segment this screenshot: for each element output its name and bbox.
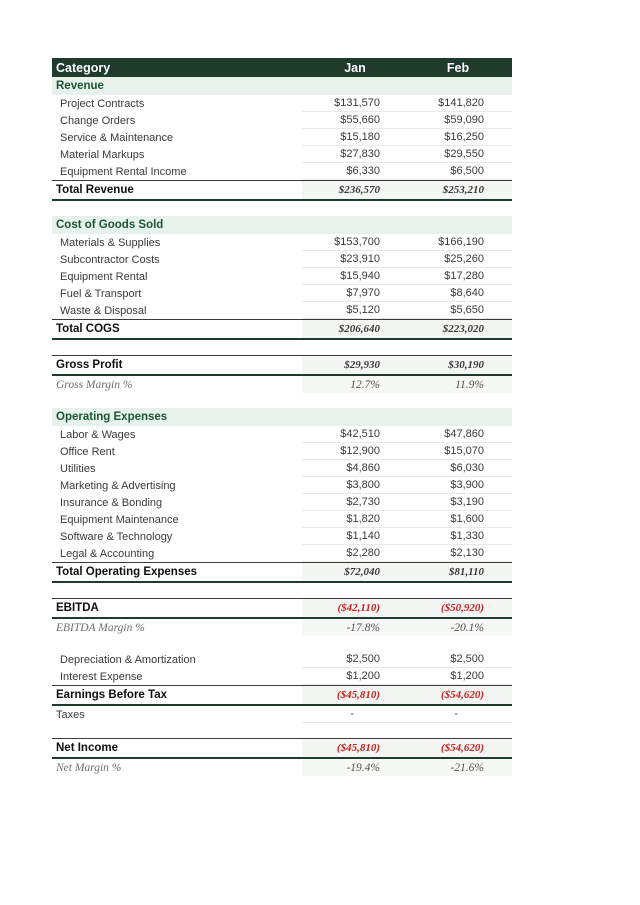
margin-row	[52, 619, 512, 636]
section-gap	[52, 723, 512, 738]
row-value-feb: $166,190	[384, 234, 512, 251]
row-value-jan: $1,820	[302, 511, 384, 528]
row-label: Depreciation & Amortization	[60, 653, 196, 666]
row-label: Equipment Rental	[60, 270, 148, 283]
item-row	[52, 528, 512, 545]
row-value-feb: $8,640	[384, 285, 512, 302]
row-value-feb: ($50,920)	[384, 599, 512, 617]
row-value-feb: $29,550	[384, 146, 512, 163]
section-gap	[52, 393, 512, 408]
row-label: Gross Margin %	[56, 378, 133, 391]
row-value-jan: $29,930	[302, 356, 384, 374]
row-value-feb: $3,900	[384, 477, 512, 494]
row-value-feb: $253,210	[384, 181, 512, 199]
row-value-feb: $30,190	[384, 356, 512, 374]
row-value-feb: $2,130	[384, 545, 512, 562]
section-row	[52, 77, 512, 95]
row-value-feb: $47,860	[384, 426, 512, 443]
table-body	[52, 77, 512, 776]
row-value-feb: $81,110	[384, 563, 512, 581]
section-gap	[52, 636, 512, 651]
row-value-feb: $223,020	[384, 320, 512, 338]
row-value-jan: $7,970	[302, 285, 384, 302]
row-value-feb: ($54,620)	[384, 686, 512, 704]
row-label: Waste & Disposal	[60, 304, 147, 317]
total-row	[52, 598, 512, 619]
row-value-feb: $3,190	[384, 494, 512, 511]
row-value-feb: $2,500	[384, 651, 512, 668]
row-value-feb: $1,200	[384, 668, 512, 685]
row-value-jan: $2,730	[302, 494, 384, 511]
row-label: Revenue	[56, 80, 104, 92]
row-value-feb	[384, 77, 512, 95]
row-label: Project Contracts	[60, 97, 145, 110]
row-value-jan: -17.8%	[302, 619, 384, 636]
item-row	[52, 706, 512, 723]
row-value-feb: $6,030	[384, 460, 512, 477]
row-value-jan: $3,800	[302, 477, 384, 494]
row-value-jan	[302, 77, 384, 95]
row-value-jan: $1,140	[302, 528, 384, 545]
row-label: Total Revenue	[56, 184, 134, 196]
row-label: Cost of Goods Sold	[56, 219, 164, 231]
item-row	[52, 460, 512, 477]
row-label: Materials & Supplies	[60, 236, 161, 249]
section-row	[52, 216, 512, 234]
item-row	[52, 426, 512, 443]
row-value-jan: -19.4%	[302, 759, 384, 776]
row-label: Taxes	[56, 708, 85, 721]
row-value-jan: $27,830	[302, 146, 384, 163]
column-header-category: Category	[56, 60, 111, 75]
row-label: Gross Profit	[56, 359, 123, 371]
row-value-feb: -20.1%	[384, 619, 512, 636]
row-value-feb: $1,600	[384, 511, 512, 528]
row-value-jan: $15,940	[302, 268, 384, 285]
item-row	[52, 95, 512, 112]
row-value-feb: $141,820	[384, 95, 512, 112]
row-label: Net Income	[56, 742, 118, 754]
row-value-jan: $23,910	[302, 251, 384, 268]
row-label: Earnings Before Tax	[56, 689, 167, 701]
row-value-jan: ($45,810)	[302, 686, 384, 704]
section-row	[52, 408, 512, 426]
row-label: Operating Expenses	[56, 411, 168, 423]
margin-row	[52, 376, 512, 393]
row-label: Total Operating Expenses	[56, 566, 198, 578]
row-label: Office Rent	[60, 445, 115, 458]
row-label: Labor & Wages	[60, 428, 136, 441]
item-row	[52, 112, 512, 129]
pnl-statement-table	[52, 58, 512, 776]
item-row	[52, 545, 512, 562]
total-row	[52, 685, 512, 706]
item-row	[52, 651, 512, 668]
row-value-feb: -21.6%	[384, 759, 512, 776]
row-label: Marketing & Advertising	[60, 479, 176, 492]
item-row	[52, 511, 512, 528]
item-row	[52, 234, 512, 251]
row-value-jan: $153,700	[302, 234, 384, 251]
item-row	[52, 163, 512, 180]
row-value-jan: $236,570	[302, 181, 384, 199]
total-row	[52, 562, 512, 583]
row-value-feb: $1,330	[384, 528, 512, 545]
margin-row	[52, 759, 512, 776]
table-header-row	[52, 58, 512, 77]
row-value-jan: $2,500	[302, 651, 384, 668]
row-label: Software & Technology	[60, 530, 173, 543]
row-value-jan: $42,510	[302, 426, 384, 443]
row-label: Change Orders	[60, 114, 136, 127]
row-label: Service & Maintenance	[60, 131, 174, 144]
row-value-jan: $15,180	[302, 129, 384, 146]
row-value-feb: $16,250	[384, 129, 512, 146]
item-row	[52, 668, 512, 685]
row-value-feb: 11.9%	[384, 376, 512, 393]
row-value-jan: $6,330	[302, 163, 384, 180]
row-label: Equipment Rental Income	[60, 165, 187, 178]
row-value-jan: $206,640	[302, 320, 384, 338]
row-label: Net Margin %	[56, 761, 122, 774]
row-value-jan: $131,570	[302, 95, 384, 112]
row-label: Subcontractor Costs	[60, 253, 160, 266]
item-row	[52, 302, 512, 319]
item-row	[52, 477, 512, 494]
section-gap	[52, 201, 512, 216]
row-value-jan	[302, 408, 384, 426]
row-value-jan: $12,900	[302, 443, 384, 460]
row-label: Total COGS	[56, 323, 120, 335]
row-value-feb	[384, 216, 512, 234]
row-label: Interest Expense	[60, 670, 143, 683]
column-header-jan: Jan	[344, 60, 366, 75]
row-value-feb: ($54,620)	[384, 739, 512, 757]
row-value-feb: $15,070	[384, 443, 512, 460]
row-value-jan: $5,120	[302, 302, 384, 319]
section-gap	[52, 340, 512, 355]
row-value-jan: ($42,110)	[302, 599, 384, 617]
row-label: EBITDA Margin %	[56, 621, 145, 634]
total-row	[52, 319, 512, 340]
row-value-feb: $59,090	[384, 112, 512, 129]
row-value-jan: $1,200	[302, 668, 384, 685]
total-row	[52, 355, 512, 376]
row-value-feb: $17,280	[384, 268, 512, 285]
row-value-jan: -	[302, 706, 384, 723]
row-value-jan: ($45,810)	[302, 739, 384, 757]
item-row	[52, 268, 512, 285]
row-value-jan: $55,660	[302, 112, 384, 129]
row-value-jan	[302, 216, 384, 234]
row-value-feb	[384, 408, 512, 426]
row-value-jan: $72,040	[302, 563, 384, 581]
item-row	[52, 443, 512, 460]
row-label: Legal & Accounting	[60, 547, 155, 560]
row-value-feb: -	[384, 706, 512, 723]
row-label: Insurance & Bonding	[60, 496, 163, 509]
row-value-feb: $6,500	[384, 163, 512, 180]
item-row	[52, 129, 512, 146]
item-row	[52, 146, 512, 163]
row-label: Equipment Maintenance	[60, 513, 179, 526]
row-label: Utilities	[60, 462, 96, 475]
section-gap	[52, 583, 512, 598]
row-value-jan: $2,280	[302, 545, 384, 562]
row-value-jan: 12.7%	[302, 376, 384, 393]
row-value-jan: $4,860	[302, 460, 384, 477]
item-row	[52, 251, 512, 268]
row-label: EBITDA	[56, 602, 99, 614]
row-label: Fuel & Transport	[60, 287, 142, 300]
row-value-feb: $5,650	[384, 302, 512, 319]
item-row	[52, 494, 512, 511]
row-value-feb: $25,260	[384, 251, 512, 268]
column-header-feb: Feb	[446, 60, 470, 75]
total-row	[52, 738, 512, 759]
item-row	[52, 285, 512, 302]
row-label: Material Markups	[60, 148, 145, 161]
total-row	[52, 180, 512, 201]
